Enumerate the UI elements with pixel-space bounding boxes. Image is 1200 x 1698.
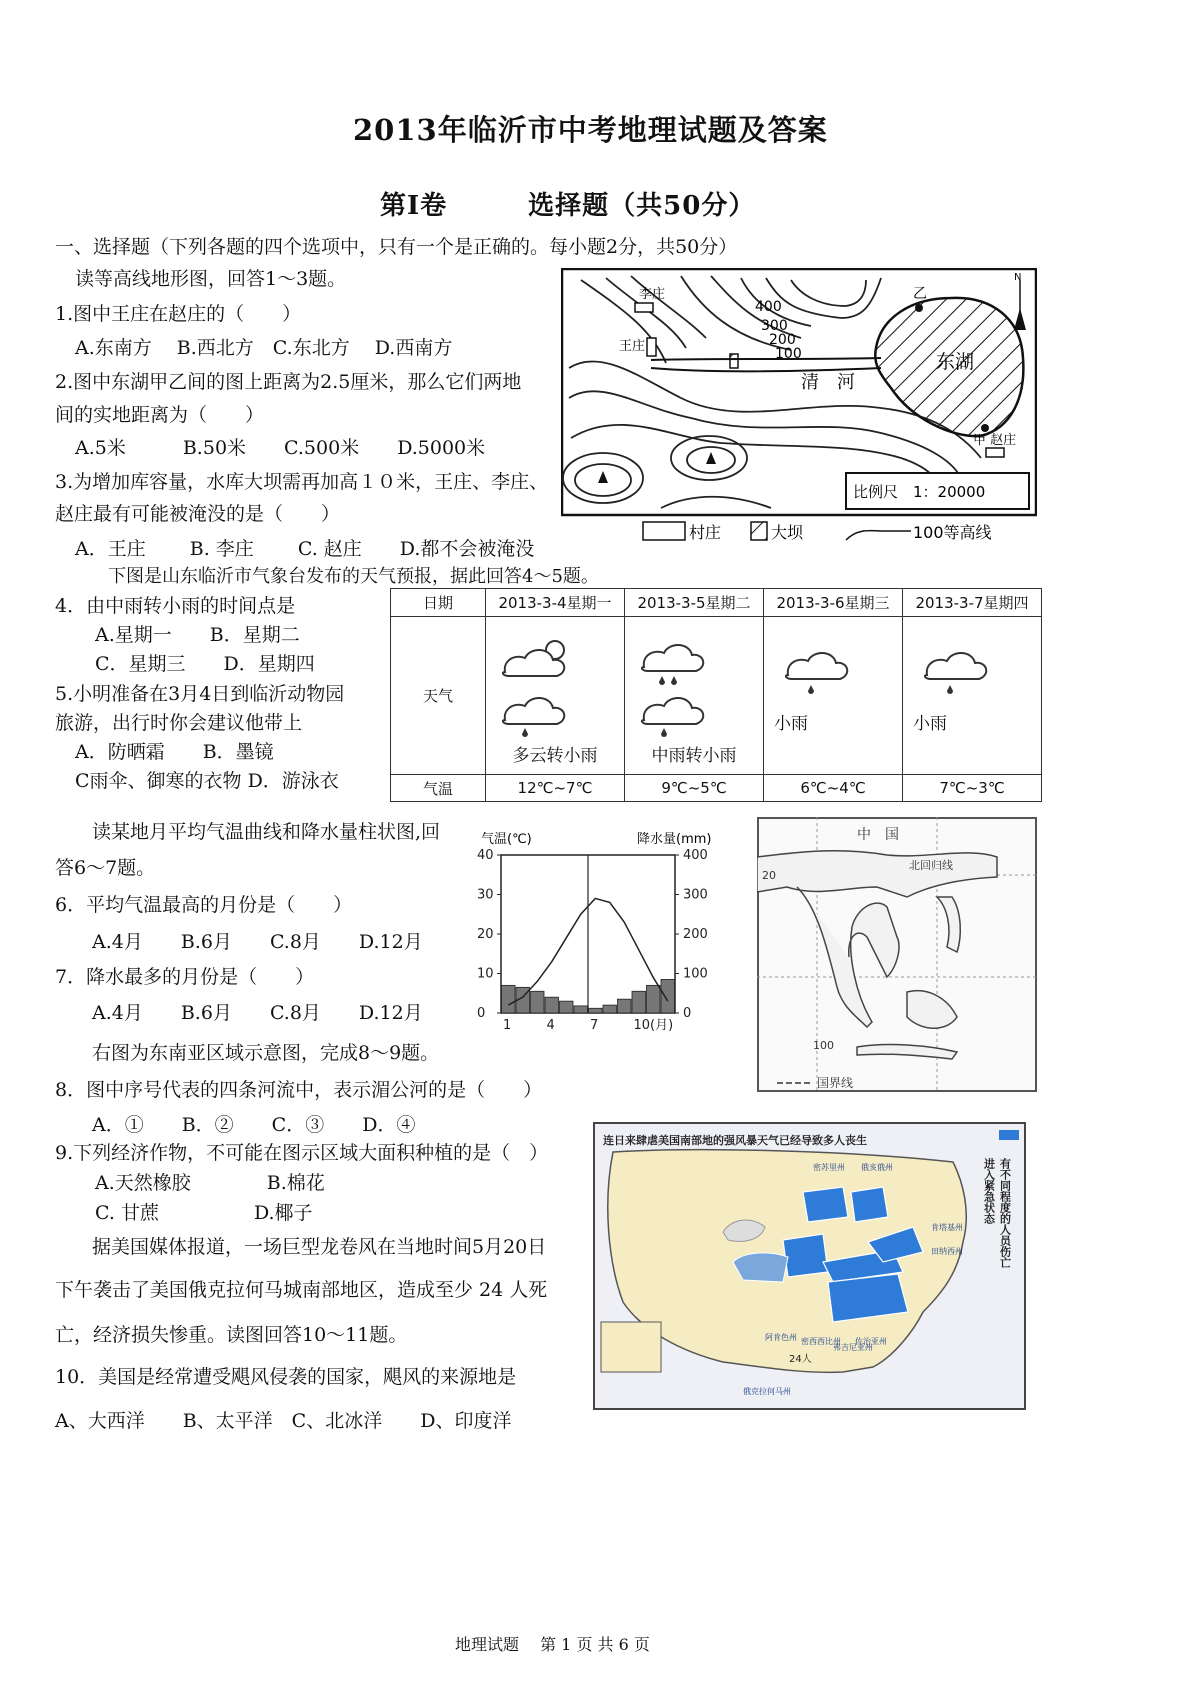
day4-date: 2013-3-7星期四 <box>903 589 1042 617</box>
precip-bar <box>647 985 661 1013</box>
header-temp: 气温 <box>391 775 486 802</box>
map-china-label: 中 国 <box>857 827 899 843</box>
precip-bar <box>589 1008 603 1013</box>
precip-bar <box>661 979 675 1013</box>
state-label-kentucky: 肯塔基州 <box>931 1223 963 1232</box>
x-tick-label: 7 <box>590 1018 599 1033</box>
q4-stem: 4．由中雨转小雨的时间点是 <box>55 595 296 617</box>
day3-temp: 6℃~4℃ <box>764 775 903 802</box>
section-heading: 第Ⅰ卷 选择题（共50分） <box>380 191 756 221</box>
q3-options: A．王庄 B. 李庄 C. 赵庄 D.都不会被淹没 <box>75 538 535 560</box>
q2-stem-a: 2.图中东湖甲乙间的图上距离为2.5厘米，那么它们两地 <box>55 371 522 393</box>
contour-300: 300 <box>761 318 788 334</box>
x-tick-label: 10(月) <box>633 1018 674 1033</box>
point-yi-label: 乙 <box>913 286 927 302</box>
left-tick-label: 20 <box>477 927 494 942</box>
legend-dam: 大坝 <box>771 523 804 542</box>
x-tick-label: 4 <box>546 1018 555 1033</box>
q4-options-a: A.星期一 B．星期二 <box>95 624 300 646</box>
q1-options: A.东南方 B.西北方 C.东北方 D.西南方 <box>75 337 453 359</box>
us-storm-map <box>593 1122 1026 1410</box>
state-label-virginia: 弗吉尼亚州 <box>833 1343 873 1352</box>
north-label: N <box>1014 272 1022 283</box>
right-tick-label: 400 <box>683 848 708 863</box>
q8-9-intro: 右图为东南亚区域示意图，完成8～9题。 <box>92 1042 440 1064</box>
q2-stem-b: 间的实地距离为（ ） <box>55 404 265 426</box>
precip-bar <box>603 1005 617 1013</box>
header-weather: 天气 <box>391 617 486 775</box>
legend-contour: 100等高线 <box>913 523 992 542</box>
q3-stem-b: 赵庄最有可能被淹没的是（ ） <box>55 503 341 525</box>
q2-options: A.5米 B.50米 C.500米 D.5000米 <box>75 437 486 459</box>
q5-stem-a: 5.小明准备在3月4日到临沂动物园 <box>55 683 345 705</box>
precip-bar <box>574 1006 588 1013</box>
q5-options-b: C雨伞、御寒的衣物 D．游泳衣 <box>75 770 339 792</box>
day1-weather <box>486 617 625 775</box>
chart-ylabel-right: 降水量(mm) <box>637 832 712 847</box>
us-map-headline: 连日来肆虐美国南部地的强风暴天气已经导致多人丧生 <box>603 1134 867 1147</box>
q3-stem-a: 3.为增加库容量，水库大坝需再加高１０米，王庄、李庄、 <box>55 471 549 493</box>
day2-date: 2013-3-5星期二 <box>625 589 764 617</box>
right-tick-label: 200 <box>683 927 708 942</box>
state-label-georgia: 佐治亚州 <box>855 1337 887 1346</box>
map-border-legend: 国界线 <box>817 1076 854 1090</box>
state-label-tennessee: 田纳西州 <box>931 1247 963 1256</box>
day2-temp: 9℃~5℃ <box>625 775 764 802</box>
state-label-mississippi: 密西西比州 <box>801 1337 841 1346</box>
village-zhao-label: 甲 赵庄 <box>973 433 1017 448</box>
q8-stem: 8．图中序号代表的四条河流中，表示湄公河的是（ ） <box>55 1079 543 1101</box>
left-tick-label: 40 <box>477 848 494 863</box>
x-tick-label: 1 <box>503 1018 512 1033</box>
q6-7-intro-a: 读某地月平均气温曲线和降水量柱状图,回 <box>92 821 441 843</box>
cloudy-sun-icon <box>495 632 615 737</box>
weather-forecast-table <box>390 588 1042 802</box>
q8-options: A．① B．② C．③ D．④ <box>92 1114 416 1136</box>
contour-100: 100 <box>775 346 802 362</box>
q6-stem: 6．平均气温最高的月份是（ ） <box>55 894 353 916</box>
right-tick-label: 300 <box>683 887 708 903</box>
q1-stem: 1.图中王庄在赵庄的（ ） <box>55 303 302 325</box>
left-tick-label: 0 <box>477 1006 486 1021</box>
q7-stem: 7．降水最多的月份是（ ） <box>55 966 315 988</box>
day3-desc: 小雨 <box>774 714 808 734</box>
q10-11-intro-c: 亡，经济损失惨重。读图回答10～11题。 <box>55 1324 408 1346</box>
precip-bar <box>502 985 516 1013</box>
moderate-rain-icon <box>634 632 754 737</box>
day4-weather <box>903 617 1042 775</box>
day1-date: 2013-3-4星期一 <box>486 589 625 617</box>
day1-desc: 多云转小雨 <box>512 746 598 766</box>
us-map-side-note-2: 进入紧急状态 <box>982 1158 996 1224</box>
instructions: 一、选择题（下列各题的四个选项中，只有一个是正确的。每小题2分，共50分） <box>55 236 738 258</box>
page-title: 2013年临沂市中考地理试题及答案 <box>353 113 828 147</box>
q5-stem-b: 旅游，出行时你会建议他带上 <box>55 712 303 734</box>
precip-bar <box>545 997 559 1013</box>
right-tick-label: 0 <box>683 1006 692 1021</box>
q10-11-intro-b: 下午袭击了美国俄克拉何马城南部地区，造成至少 24 人死 <box>55 1279 548 1301</box>
q9-stem: 9.下列经济作物，不可能在图示区域大面积种植的是（ ） <box>55 1142 549 1164</box>
page-footer: 地理试题 第 1 页 共 6 页 <box>455 1635 650 1654</box>
q9-options-b: C. 甘蔗 D.椰子 <box>95 1202 313 1224</box>
q1-3-intro: 读等高线地形图，回答1～3题。 <box>75 268 347 290</box>
day2-desc: 中雨转小雨 <box>651 746 737 766</box>
legend-village: 村庄 <box>689 523 722 542</box>
q4-options-b: C．星期三 D．星期四 <box>95 653 315 675</box>
chart-ylabel-left: 气温(℃) <box>481 832 532 847</box>
river-label: 清 河 <box>801 372 855 393</box>
day3-weather <box>764 617 903 775</box>
lake-label: 东湖 <box>936 351 975 373</box>
q10-options: A、大西洋 B、太平洋 C、北冰洋 D、印度洋 <box>55 1410 512 1432</box>
southeast-asia-map <box>757 817 1037 1092</box>
light-rain-icon <box>773 635 893 705</box>
q6-options: A.4月 B.6月 C.8月 D.12月 <box>92 931 423 953</box>
contour-map <box>561 268 1037 550</box>
precip-bar <box>618 999 632 1013</box>
day3-date: 2013-3-6星期三 <box>764 589 903 617</box>
us-map-side-note: 有不同程度的人员伤亡 <box>998 1158 1012 1268</box>
precip-bar <box>531 991 545 1013</box>
state-label-oklahoma: 俄克拉何马州 <box>743 1387 791 1396</box>
q6-7-intro-b: 答6～7题。 <box>55 857 156 879</box>
map-tropic-label: 北回归线 <box>909 859 953 872</box>
state-label-missouri: 密苏里州 <box>813 1163 845 1172</box>
left-tick-label: 10 <box>477 966 494 982</box>
q5-options-a: A．防晒霜 B．墨镜 <box>75 741 274 763</box>
q10-11-intro-a: 据美国媒体报道，一场巨型龙卷风在当地时间5月20日 <box>92 1236 547 1258</box>
precip-bar <box>560 1001 574 1013</box>
day4-desc: 小雨 <box>913 714 947 734</box>
state-label-arkansas: 阿肯色州 <box>765 1333 797 1342</box>
left-tick-label: 30 <box>477 887 494 903</box>
contour-400: 400 <box>755 299 782 315</box>
q10-stem: 10．美国是经常遭受飓风侵袭的国家，飓风的来源地是 <box>55 1366 517 1388</box>
map-lat20-label: 20 <box>762 869 776 882</box>
q4-5-intro: 下图是山东临沂市气象台发布的天气预报，据此回答4～5题。 <box>108 566 599 587</box>
us-map-death-label: 24人 <box>789 1354 812 1365</box>
village-li-label: 李庄 <box>639 287 666 302</box>
scale-label: 比例尺 1：20000 <box>853 483 986 501</box>
day1-temp: 12℃~7℃ <box>486 775 625 802</box>
state-label-ohio: 俄亥俄州 <box>861 1163 893 1172</box>
day2-weather <box>625 617 764 775</box>
light-rain-icon <box>912 635 1032 705</box>
contour-200: 200 <box>769 332 796 348</box>
q9-options-a: A.天然橡胶 B.棉花 <box>95 1172 325 1194</box>
day4-temp: 7℃~3℃ <box>903 775 1042 802</box>
village-wang-label: 王庄 <box>619 339 646 354</box>
header-date: 日期 <box>391 589 486 617</box>
right-tick-label: 100 <box>683 966 708 982</box>
climate-chart <box>465 825 735 1035</box>
q7-options: A.4月 B.6月 C.8月 D.12月 <box>92 1002 423 1024</box>
precip-bar <box>632 991 646 1013</box>
map-lon100-label: 100 <box>813 1039 834 1052</box>
